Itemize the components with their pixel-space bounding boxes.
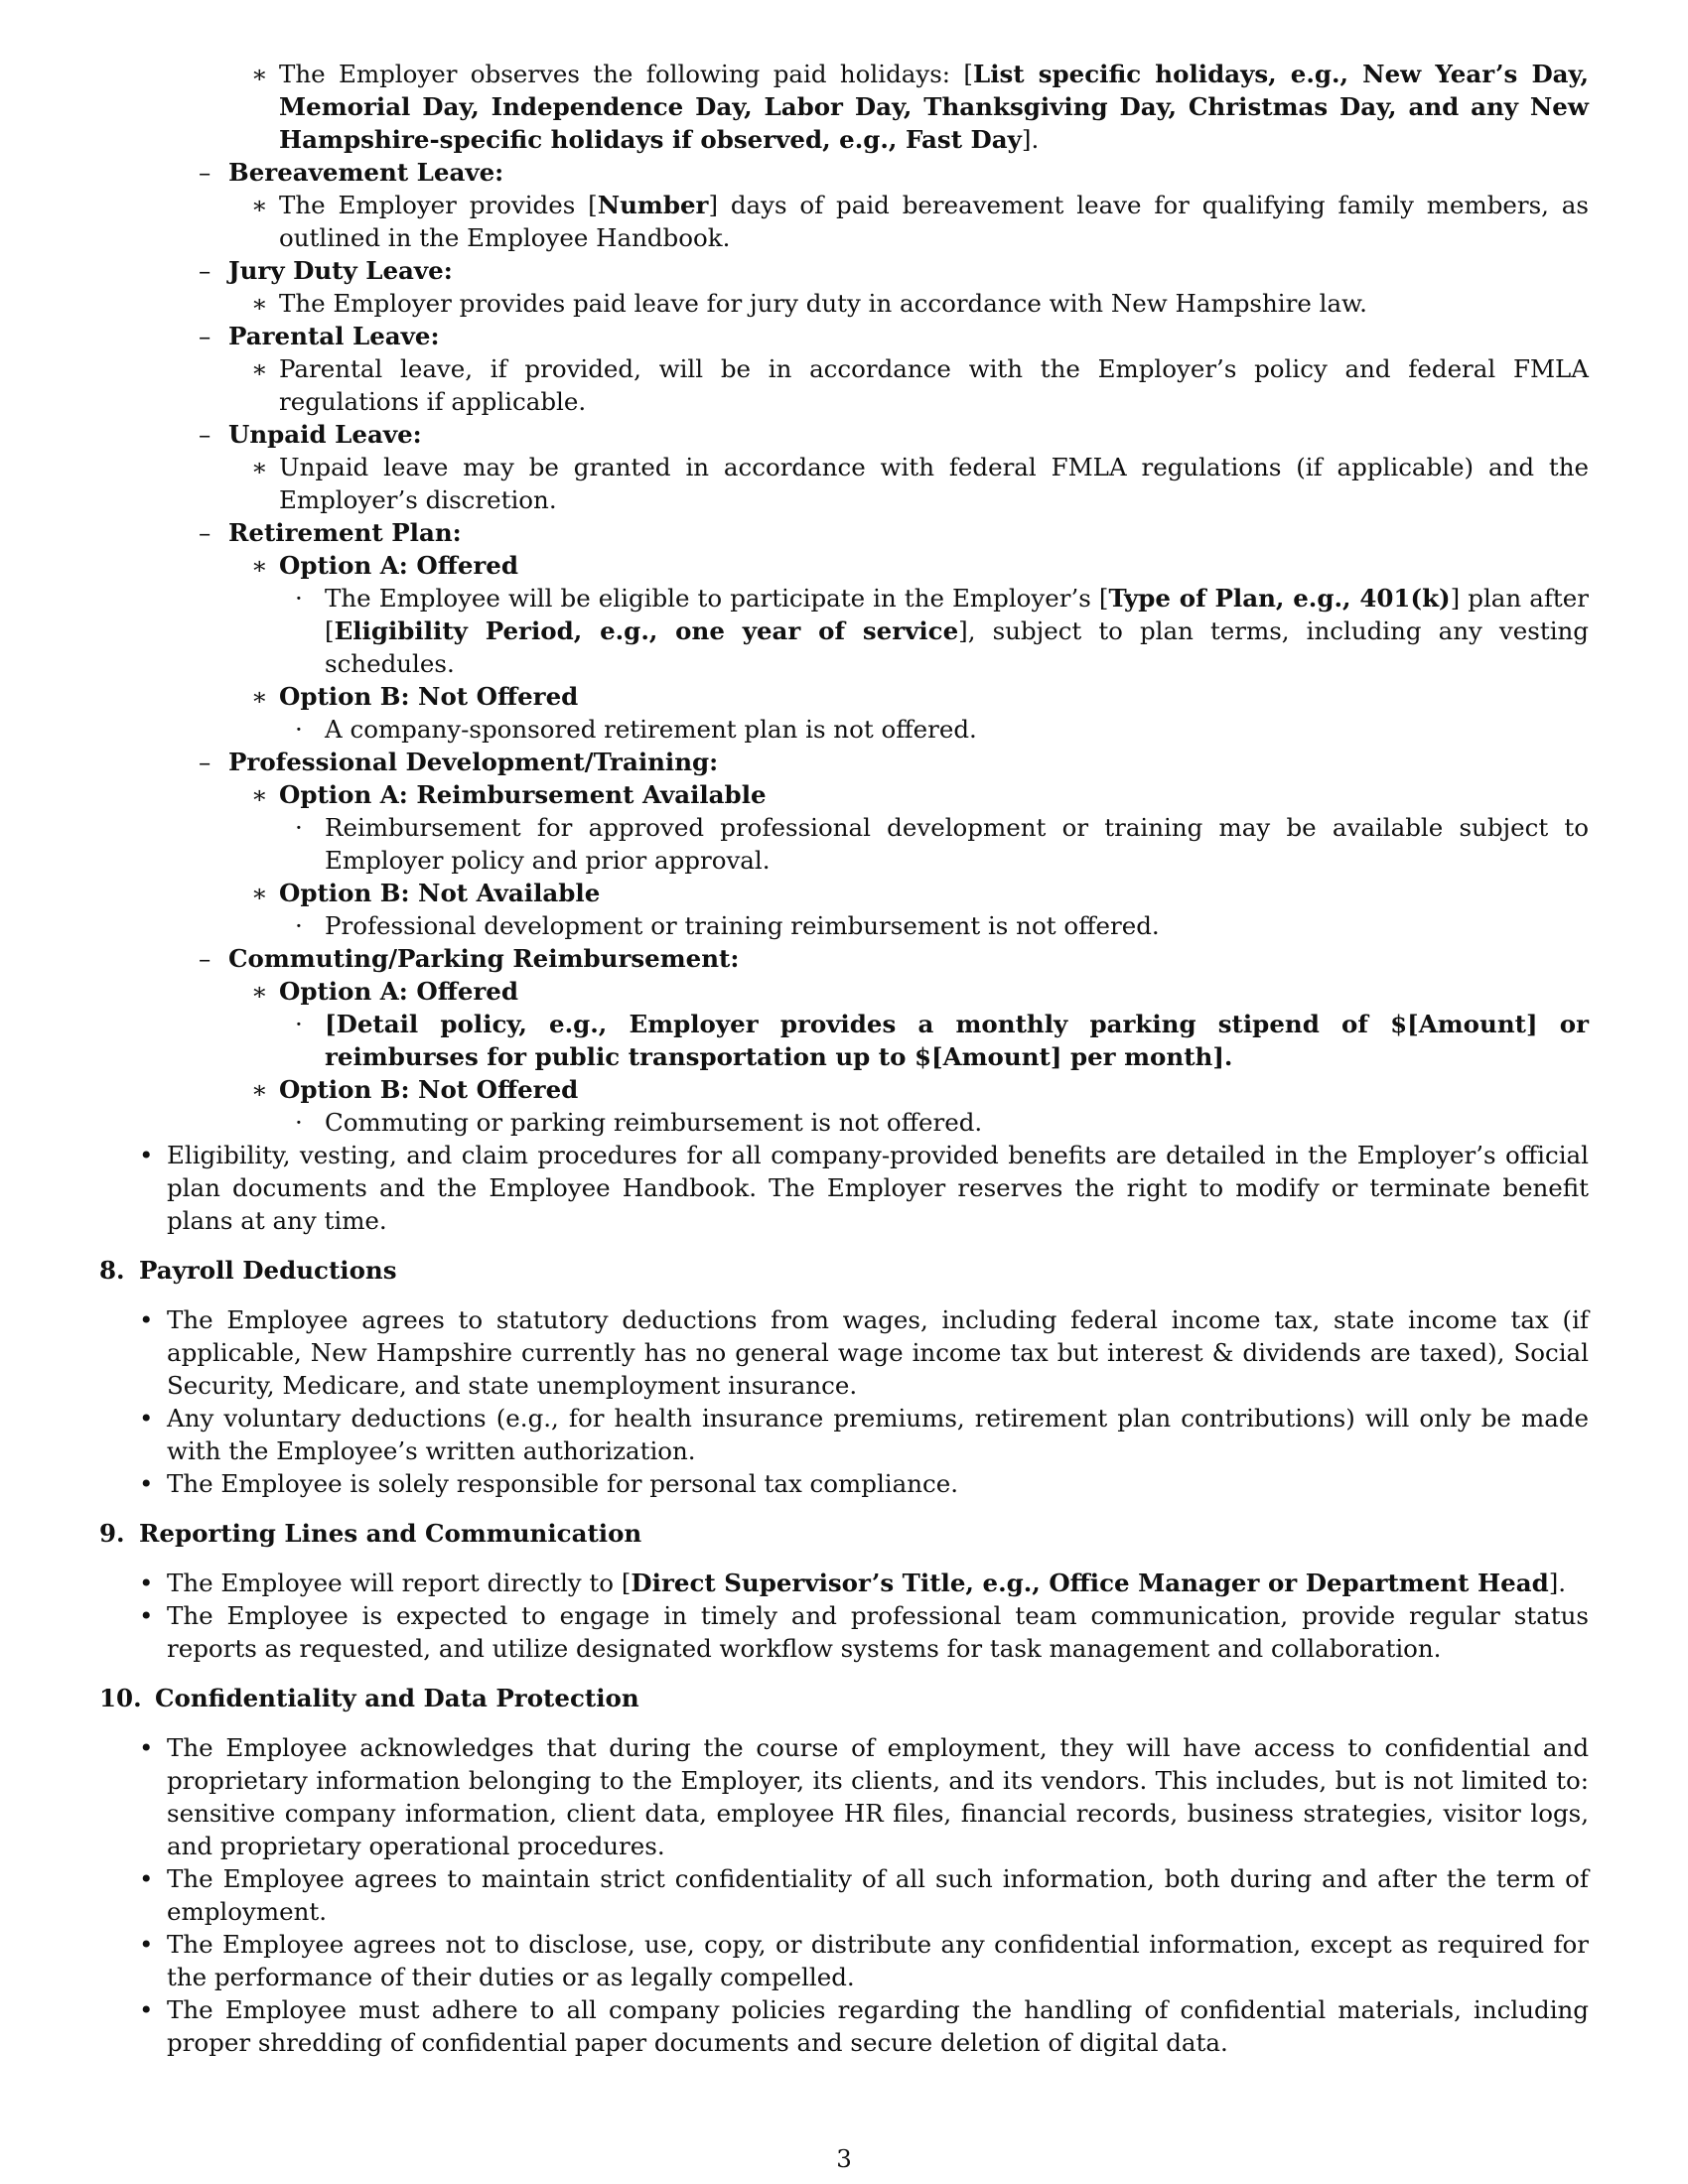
training-option-a-text: · Reimbursement for approved professional development or training may be available subject to Employer policy and prior approval.	[295, 813, 1589, 875]
retirement-option-a: ∗ Option A: Offered	[251, 551, 519, 580]
list-item: • The Employee agrees to statutory deductions from wages, including federal income tax, state income tax (if applicable, New Hampshire currently has no general wage income tax but interest & dividends are taxed), Social Security, Medicare, and state unemployment insurance.	[139, 1305, 1589, 1400]
list-item: • The Employee acknowledges that during the course of employment, they will have access to confidential and proprietary information belonging to the Employer, its clients, and its vendors. This includes, but is not limited to: sensitive company information, client data, employee HR files, financial records, business strategies, visitor logs, and proprietary operational procedures.	[139, 1733, 1589, 1860]
jury-heading: – Jury Duty Leave:	[199, 256, 453, 285]
training-option-b-text: · Professional development or training reimbursement is not offered.	[295, 911, 1160, 940]
training-option-b: ∗ Option B: Not Available	[251, 879, 601, 907]
commuting-option-a: ∗ Option A: Offered	[251, 977, 519, 1006]
retirement-option-b: ∗ Option B: Not Offered	[251, 682, 579, 711]
unpaid-item: ∗ Unpaid leave may be granted in accordance with federal FMLA regulations (if applicable) and the Employer’s discretion.	[251, 453, 1589, 514]
parental-item: ∗ Parental leave, if provided, will be in accordance with the Employer’s policy and federal FMLA regulations if applicable.	[251, 354, 1589, 416]
list-item: • The Employee must adhere to all company policies regarding the handling of confidential materials, including proper shredding of confidential paper documents and secure deletion of digital data.	[139, 1995, 1589, 2057]
list-item: • The Employee agrees not to disclose, use, copy, or distribute any confidential information, except as required for the performance of their duties or as legally compelled.	[139, 1930, 1589, 1991]
bereavement-heading: – Bereavement Leave:	[199, 158, 504, 187]
list-item: • The Employee is solely responsible for personal tax compliance.	[139, 1469, 959, 1498]
commuting-heading: – Commuting/Parking Reimbursement:	[199, 944, 740, 973]
unpaid-heading: – Unpaid Leave:	[199, 420, 422, 449]
jury-item: ∗ The Employer provides paid leave for jury duty in accordance with New Hampshire law.	[251, 289, 1367, 318]
list-item: • The Employee is expected to engage in timely and professional team communication, provide regular status reports as requested, and utilize designated workflow systems for task management and collaboration.	[139, 1601, 1589, 1663]
commuting-option-a-text: · [Detail policy, e.g., Employer provides a monthly parking stipend of $[Amount] or reimburses for public transportation up to $[Amount] per month].	[295, 1010, 1589, 1071]
retirement-option-b-text: · A company-sponsored retirement plan is not offered.	[295, 715, 977, 744]
list-item: • The Employee will report directly to [Direct Supervisor’s Title, e.g., Office Manager or Department Head].	[139, 1569, 1567, 1597]
bereavement-item: ∗ The Employer provides [Number] days of paid bereavement leave for qualifying family members, as outlined in the Employee Handbook.	[251, 191, 1589, 252]
retirement-heading: – Retirement Plan:	[199, 518, 462, 547]
eligibility-note: • Eligibility, vesting, and claim procedures for all company-provided benefits are detailed in the Employer’s official plan documents and the Employee Handbook. The Employer reserves the right to modify or terminate benefit plans at any time.	[139, 1141, 1589, 1235]
retirement-option-a-text: · The Employee will be eligible to participate in the Employer’s [Type of Plan, e.g., 401(k)] plan after [Eligibility Period, e.g., one year of service], subject to plan terms, including any vesting schedules.	[295, 584, 1589, 678]
page-number: 3	[836, 2144, 852, 2173]
section-9-heading: 9. Reporting Lines and Communication	[99, 1519, 642, 1548]
document-page	[99, 58, 1589, 2059]
parental-heading: – Parental Leave:	[199, 322, 440, 350]
section-10-heading: 10. Confidentiality and Data Protection	[99, 1684, 639, 1712]
training-heading: – Professional Development/Training:	[199, 748, 719, 776]
list-item: • Any voluntary deductions (e.g., for health insurance premiums, retirement plan contributions) will only be made with the Employee’s written authorization.	[139, 1404, 1589, 1465]
training-option-a: ∗ Option A: Reimbursement Available	[251, 780, 767, 809]
section-8-heading: 8. Payroll Deductions	[99, 1256, 397, 1285]
list-item: • The Employee agrees to maintain strict confidentiality of all such information, both during and after the term of employment.	[139, 1864, 1589, 1926]
holidays-item: ∗ The Employer observes the following paid holidays: [List specific holidays, e.g., New Year’s Day, Memorial Day, Independence Day, Labor Day, Thanksgiving Day, Christmas Day, and any New Hampshire-specific holidays if observed, e.g., Fast Day].	[251, 60, 1589, 154]
commuting-option-b-text: · Commuting or parking reimbursement is not offered.	[295, 1108, 983, 1137]
commuting-option-b: ∗ Option B: Not Offered	[251, 1075, 579, 1104]
